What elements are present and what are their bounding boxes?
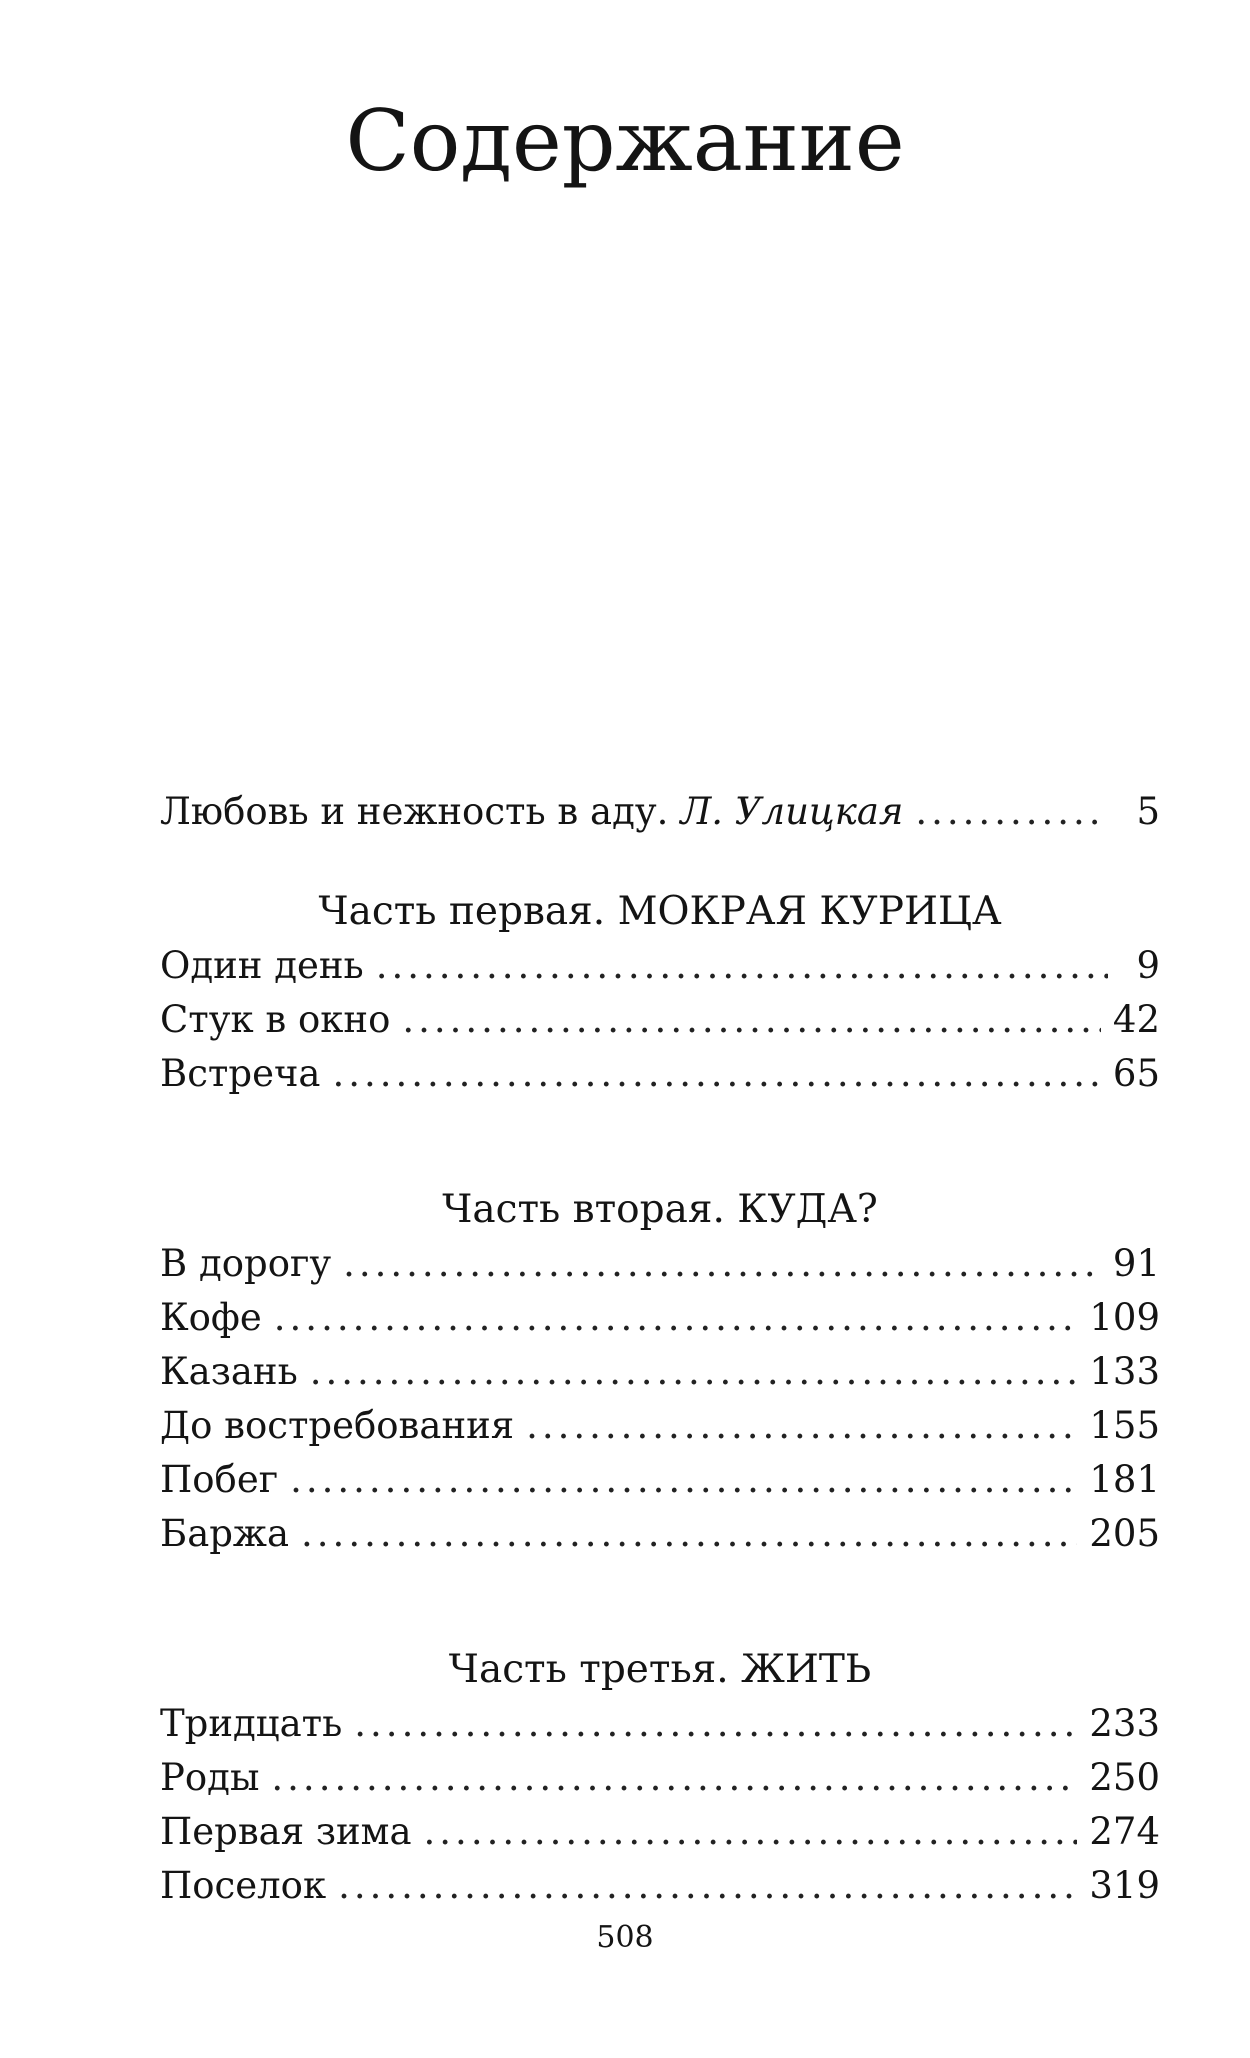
page-title: Содержание [345,92,905,190]
toc-entry-title: Встреча [160,1052,321,1095]
toc-entry-title: Казань [160,1350,298,1393]
part-heading-2: Часть вторая. КУДА? [442,1187,878,1232]
toc-page-number: 233 [1089,1702,1160,1745]
dot-leader [338,1859,1077,1913]
toc-page-number: 133 [1089,1350,1160,1393]
table-of-contents [160,785,1160,1913]
toc-entry-title: Побег [160,1458,279,1501]
toc-entry-title: Баржа [160,1512,290,1555]
toc-page-number: 181 [1089,1458,1160,1501]
toc-entry-title: Роды [160,1756,260,1799]
toc-page-number: 65 [1112,1052,1160,1095]
dot-leader [354,1697,1077,1751]
toc-entry [160,1399,1160,1453]
dot-leader [915,785,1108,839]
toc-entry-title: Стук в окно [160,998,391,1041]
toc-page-number: 9 [1136,944,1160,987]
dot-leader [402,993,1101,1047]
dot-leader [424,1805,1078,1859]
toc-entry-title: Один день [160,944,364,987]
toc-page-number: 155 [1089,1404,1160,1447]
toc-entry [160,1345,1160,1399]
toc-page-number: 91 [1112,1242,1160,1285]
toc-entry-title: Первая зима [160,1810,412,1853]
toc-entry [160,1047,1160,1101]
toc-entry [160,1805,1160,1859]
toc-entry [160,1697,1160,1751]
toc-entry [160,1859,1160,1913]
toc-entry-title: Кофе [160,1296,262,1339]
dot-leader [332,1047,1100,1101]
part-heading-3: Часть третья. ЖИТЬ [448,1647,872,1692]
toc-page-number: 42 [1112,998,1160,1041]
toc-entry-title: В дорогу [160,1242,332,1285]
dot-leader [271,1751,1077,1805]
dot-leader [376,939,1108,993]
toc-entry [160,939,1160,993]
toc-entry-title: До востребования [160,1404,515,1447]
toc-entry-intro [160,785,1160,839]
toc-entry-title: Поселок [160,1864,327,1907]
toc-entry [160,1237,1160,1291]
part-heading-1: Часть первая. МОКРАЯ КУРИЦА [318,889,1002,934]
toc-entry [160,993,1160,1047]
toc-page-number: 109 [1089,1296,1160,1339]
toc-entry [160,1751,1160,1805]
toc-entry [160,1507,1160,1561]
dot-leader [301,1507,1077,1561]
page-number: 508 [596,1920,654,1955]
toc-entry-author: Л. Улицкая [680,790,904,833]
toc-page-number: 250 [1089,1756,1160,1799]
toc-page-number: 5 [1136,790,1160,833]
toc-entry-title: Тридцать [160,1702,343,1745]
toc-page-number: 319 [1089,1864,1160,1907]
toc-page-number: 274 [1089,1810,1160,1853]
toc-entry [160,1453,1160,1507]
dot-leader [310,1345,1078,1399]
dot-leader [290,1453,1077,1507]
dot-leader [274,1291,1078,1345]
dot-leader [343,1237,1101,1291]
dot-leader [526,1399,1077,1453]
toc-page-number: 205 [1089,1512,1160,1555]
toc-entry-title: Любовь и нежность в аду. [160,790,669,833]
toc-entry [160,1291,1160,1345]
